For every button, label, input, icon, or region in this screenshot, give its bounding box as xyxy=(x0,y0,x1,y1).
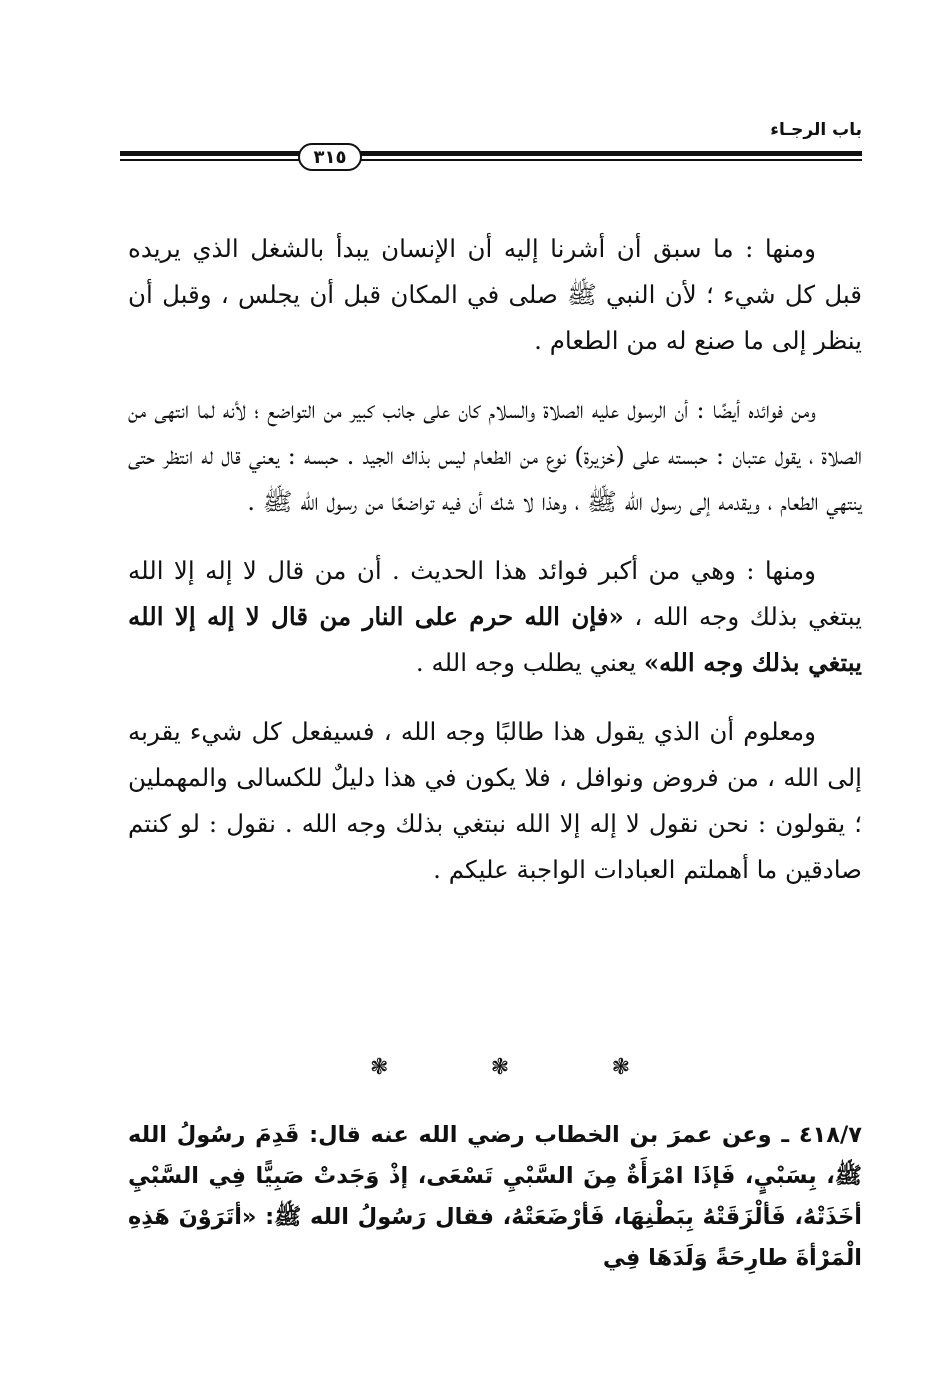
paragraph-3-end: يعني يطلب وجه الله . xyxy=(415,648,644,677)
hadith-paragraph xyxy=(128,1115,862,1279)
paragraph-3-start: ومنها : وهي من أكبر فوائد هذا الحديث . أن من قال لا إله إلا الله يبتغي بذلك وجه الله ، xyxy=(128,556,862,631)
page-number-badge xyxy=(298,143,362,171)
star-ornament-icon: ❃ xyxy=(370,1055,389,1080)
star-ornament-icon: ❃ xyxy=(611,1055,630,1080)
page-number: ٣١٥ xyxy=(313,146,347,168)
star-ornament-icon: ❃ xyxy=(490,1055,510,1080)
paragraph-2: ومن فوائده أيضًا : أن الرسول عليه الصلاة والسلام كان على جانب كبير من التواضع ؛ لأنه لما انتهى من الصلاة ، يقول عتبان : حبسته على (خزيرة) نوع من الطعام ليس بذاك الجيد . حبسه : يعني قال له انتظر حتى ينتهي الطعام ، ويقدمه إلى رسول الله ﷺ ، وهذا لا شك أن فيه تواضعًا من رسول الله ﷺ . xyxy=(128,395,862,516)
header-rule xyxy=(120,143,862,173)
chapter-title: باب الرجـاء xyxy=(770,120,862,140)
section-separator xyxy=(370,1052,630,1084)
paragraph-3 xyxy=(128,548,862,686)
commentary-text xyxy=(128,226,862,893)
paragraph-4: ومعلوم أن الذي يقول هذا طالبًا وجه الله ، فسيفعل كل شيء يقربه إلى الله ، من فروض ونوافل ، فلا يكون في هذا دليلٌ للكسالى والمهملين ؛ يقولون : نحن نقول لا إله إلا الله نبتغي بذلك وجه الله . نقول : لو كنتم صادقين ما أهملتم العبادات الواجبة عليكم . xyxy=(128,717,862,884)
hadith-number: ٤١٨/٧ ـ xyxy=(781,1122,862,1148)
header-rule-thick-line xyxy=(120,151,862,156)
hadith-text: وعن عمرَ بن الخطاب رضي الله عنه قال: قَدِمَ رسُولُ الله ﷺ، بِسَبْيٍ، فَإذَا امْرَأَةٌ مِنَ السَّبْيِ تَسْعَى، إذْ وَجَدتْ صَبِيًّا فِي السَّبْيِ أخَذَتْهُ، فَألْزَقَتْهُ بِبَطْنِهَا، فَأرْضَعَتْهُ، فقال رَسُولُ الله ﷺ: «أتَرَوْنَ هَذِهِ الْمَرْأةَ طارِحَةً وَلَدَهَا فِي xyxy=(128,1122,862,1271)
hadith-quote: «فإن الله حرم على النار من قال لا إله إلا الله يبتغي بذلك وجه الله» xyxy=(128,602,862,677)
hadith-block xyxy=(128,1115,862,1279)
header-rule-thin-line xyxy=(120,159,862,161)
hadith-quote-text: فإن الله حرم على النار من قال لا إله إلا الله يبتغي بذلك وجه الله xyxy=(128,602,862,677)
paragraph-1: ومنها : ما سبق أن أشرنا إليه أن الإنسان يبدأ بالشغل الذي يريده قبل كل شيء ؛ لأن النبي ﷺ صلى في المكان قبل أن يجلس ، وقبل أن ينظر إلى ما صنع له من الطعام . xyxy=(128,234,862,355)
